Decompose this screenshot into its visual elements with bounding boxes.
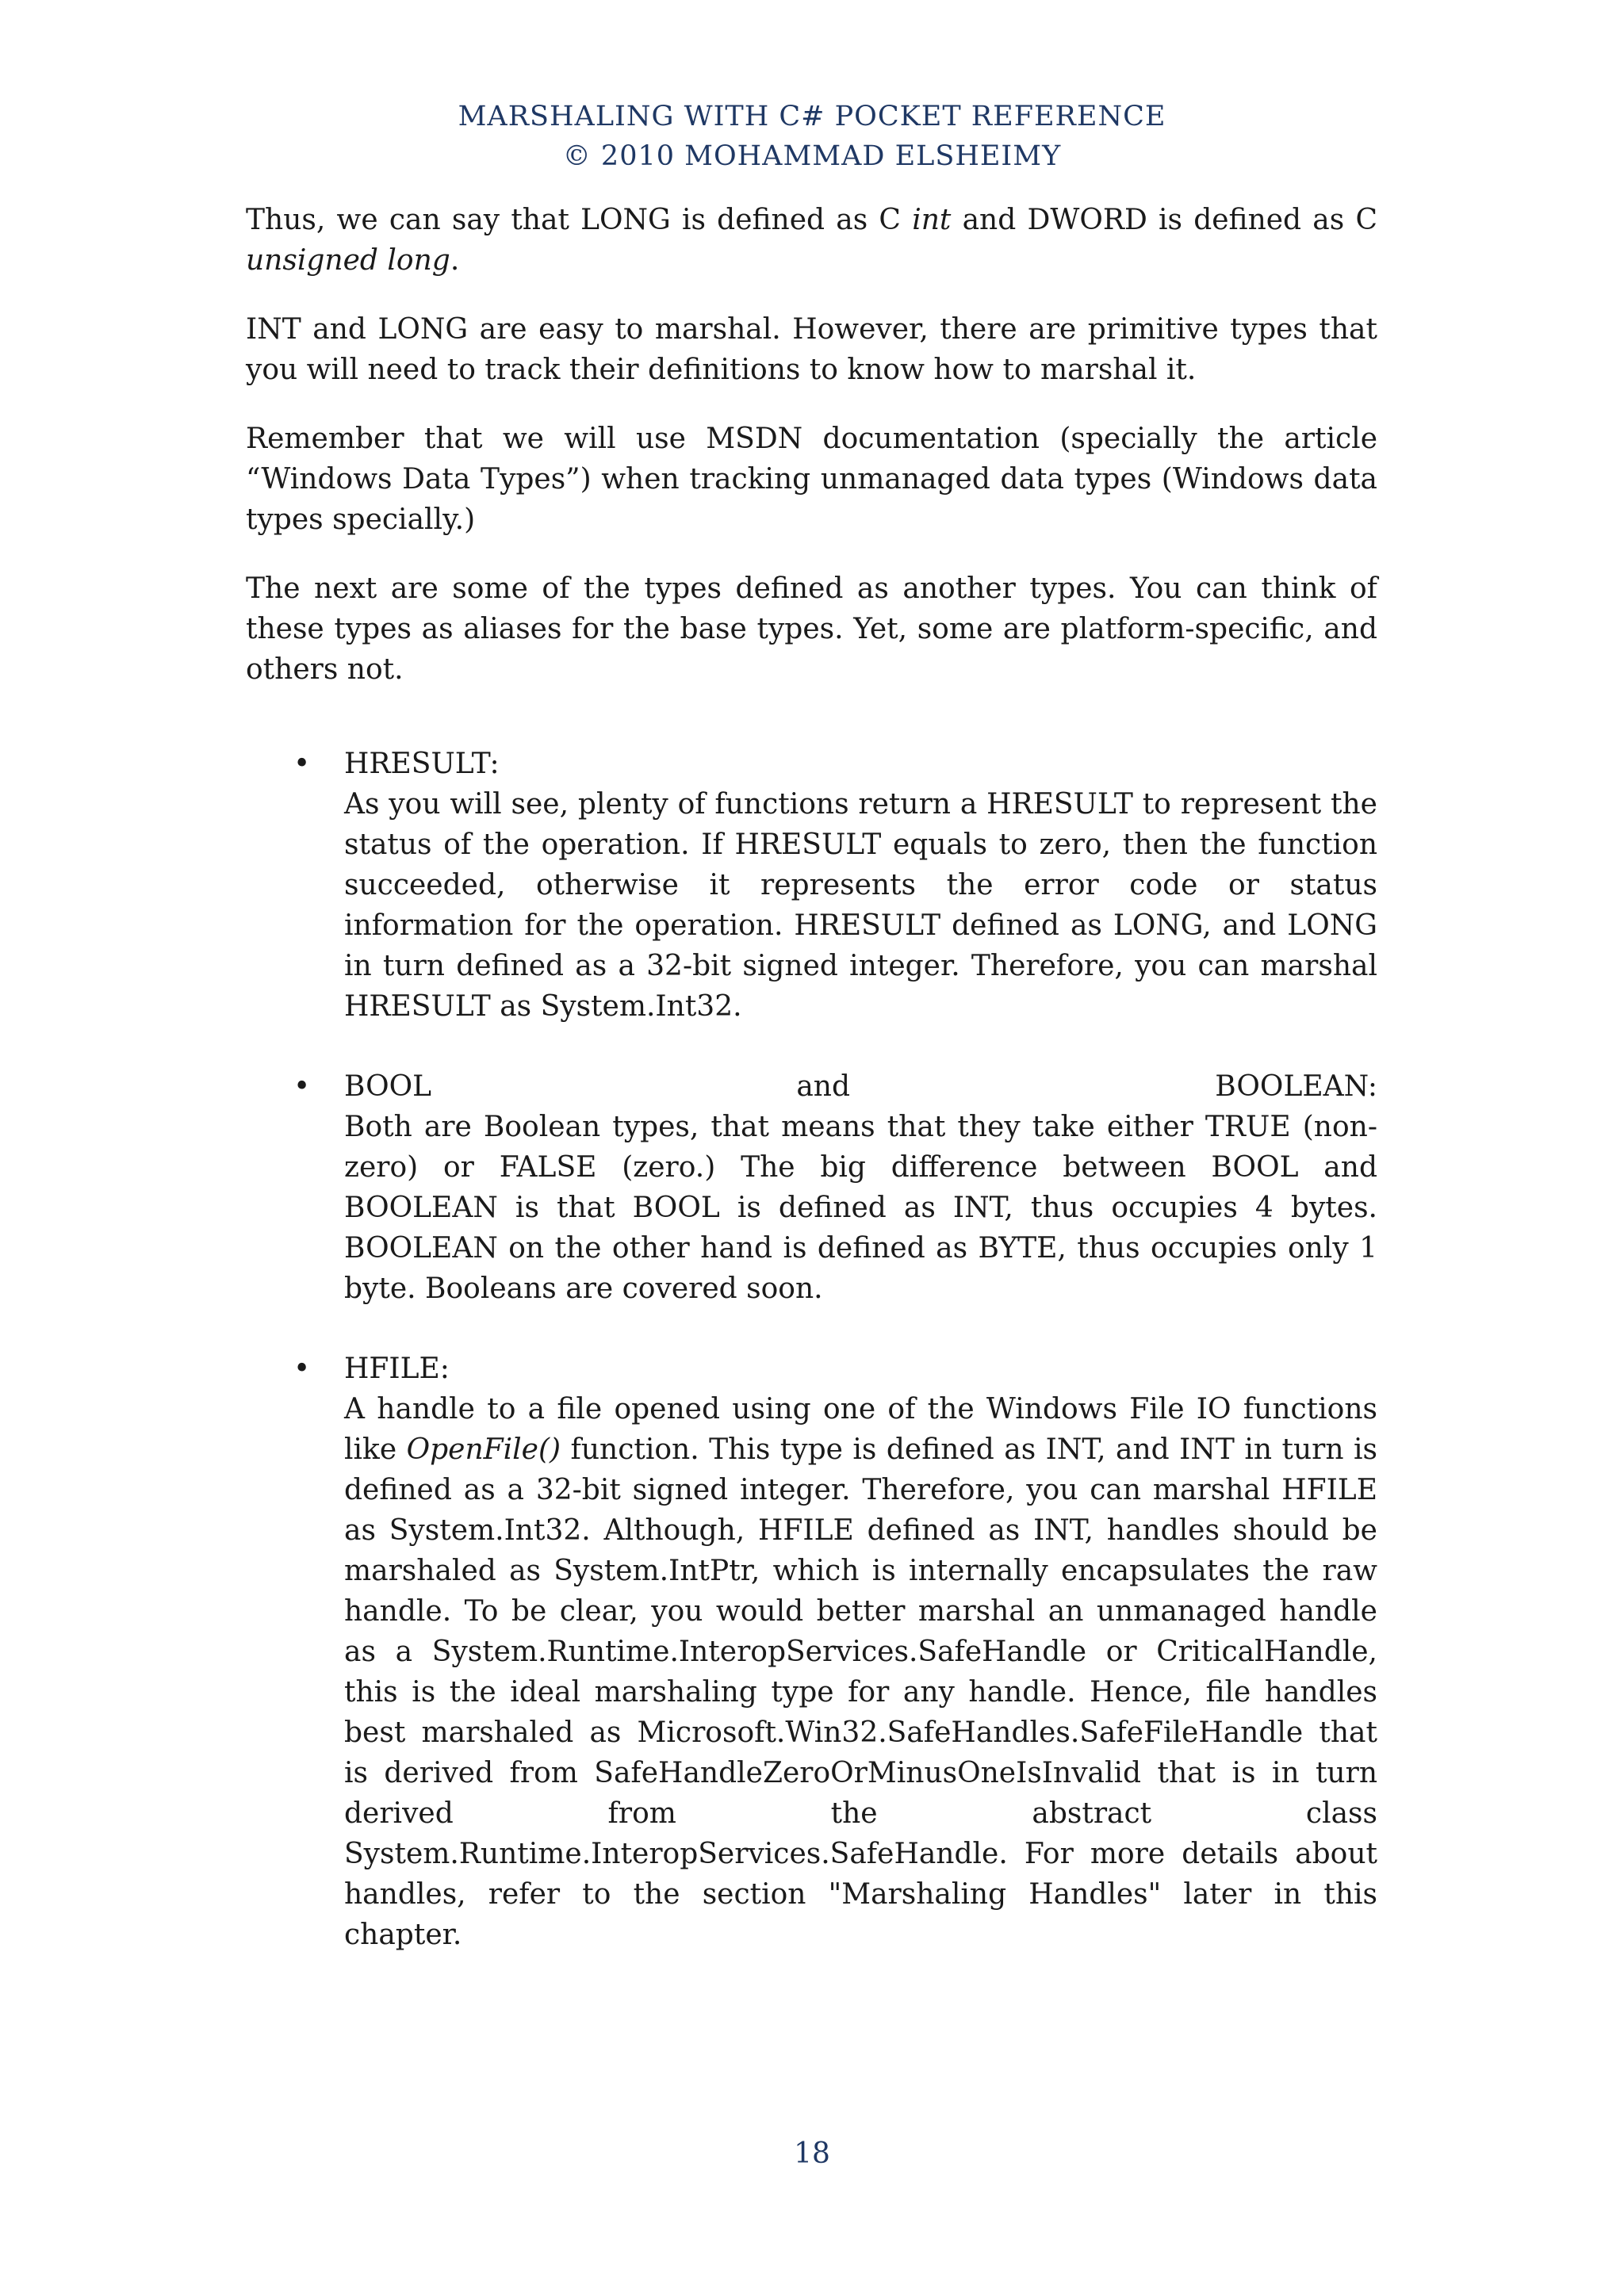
desc-bool: Both are Boolean types, that means that they take either TRUE (non-zero) or FALSE (zero.) The big difference between BOOL and BOOLEAN is that BOOL is defined as INT, thus occupies 4 bytes. BOOLEAN on the other hand is defined as BYTE, thus occupies only 1 byte. Booleans are covered soon. (344, 1111, 1377, 1305)
desc-hfile (344, 1389, 1377, 1955)
list-item-hfile (246, 1349, 1377, 1955)
paragraph-text: and DWORD is defined as C (951, 204, 1377, 236)
paragraph-int-long: INT and LONG are easy to marshal. However, there are primitive types that you will need to track their definitions to know how to marshal it. (246, 313, 1377, 386)
paragraph-text: Thus, we can say that LONG is defined as C (246, 204, 913, 236)
term-bool-boolean (344, 1066, 1377, 1107)
bullet-icon: • (293, 748, 311, 780)
list-item-hresult (246, 744, 1377, 1027)
page-number: 18 (794, 2137, 830, 2170)
paragraph-text: . (450, 244, 460, 277)
desc-hresult: As you will see, plenty of functions return a HRESULT to represent the status of the operation. If HRESULT equals to zero, then the function succeeded, otherwise it represents the error code or status information for the operation. HRESULT defined as LONG, and LONG in turn defined as a 32-bit signed integer. Therefore, you can marshal HRESULT as System.Int32. (344, 788, 1377, 1023)
page-body (246, 200, 1377, 1995)
paragraph-msdn: Remember that we will use MSDN documentation (specially the article “Windows Data Types”) when tracking unmanaged data types (Windows data types specially.) (246, 423, 1377, 536)
term-hfile: HFILE: (344, 1353, 450, 1385)
paragraph-aliases: The next are some of the types defined as another types. You can think of these types as aliases for the base types. Yet, some are platform-specific, and others not. (246, 572, 1377, 686)
emphasis-int: int (912, 204, 952, 236)
bullet-icon: • (293, 1353, 311, 1385)
term-hresult: HRESULT: (344, 748, 500, 780)
term-boolean: BOOLEAN: (1215, 1070, 1377, 1103)
desc-text: function. This type is defined as INT, and INT in turn is defined as a 32-bit signed integer. Therefore, you can marshal HFILE as System.Int32. Although, HFILE defined as INT, handles should be marshaled as System.IntPtr, which is internally encapsulates the raw handle. To be clear, you would better marshal an unmanaged handle as a System.Runtime.InteropServices.SafeHandle or CriticalHandle, this is the ideal marshaling type for any handle. Hence, file handles best marshaled as Microsoft.Win32.SafeHandles.SafeFileHandle that is derived from SafeHandleZeroOrMinusOneIsInvalid that is in turn derived from the abstract class System.Runtime.InteropServices.SafeHandle. For more details about handles, refer to the section "Marshaling Handles" later in this chapter. (344, 1433, 1378, 1951)
header-book-title: MARSHALING WITH C# POCKET REFERENCE (458, 101, 1166, 132)
page-header (0, 97, 1624, 176)
header-copyright: © 2010 MOHAMMAD ELSHEIMY (562, 140, 1062, 172)
term-bool: BOOL (344, 1070, 432, 1103)
desc-text: A handle to a file opened using one of the Windows File IO functions like (344, 1393, 1377, 1466)
term-and: and (796, 1070, 851, 1103)
type-list (246, 744, 1377, 1955)
paragraph-long-dword (246, 200, 1377, 281)
bullet-icon: • (293, 1070, 311, 1103)
emphasis-unsigned-long: unsigned long (246, 244, 450, 277)
emphasis-openfile: OpenFile() (406, 1433, 561, 1466)
list-item-bool (246, 1066, 1377, 1309)
